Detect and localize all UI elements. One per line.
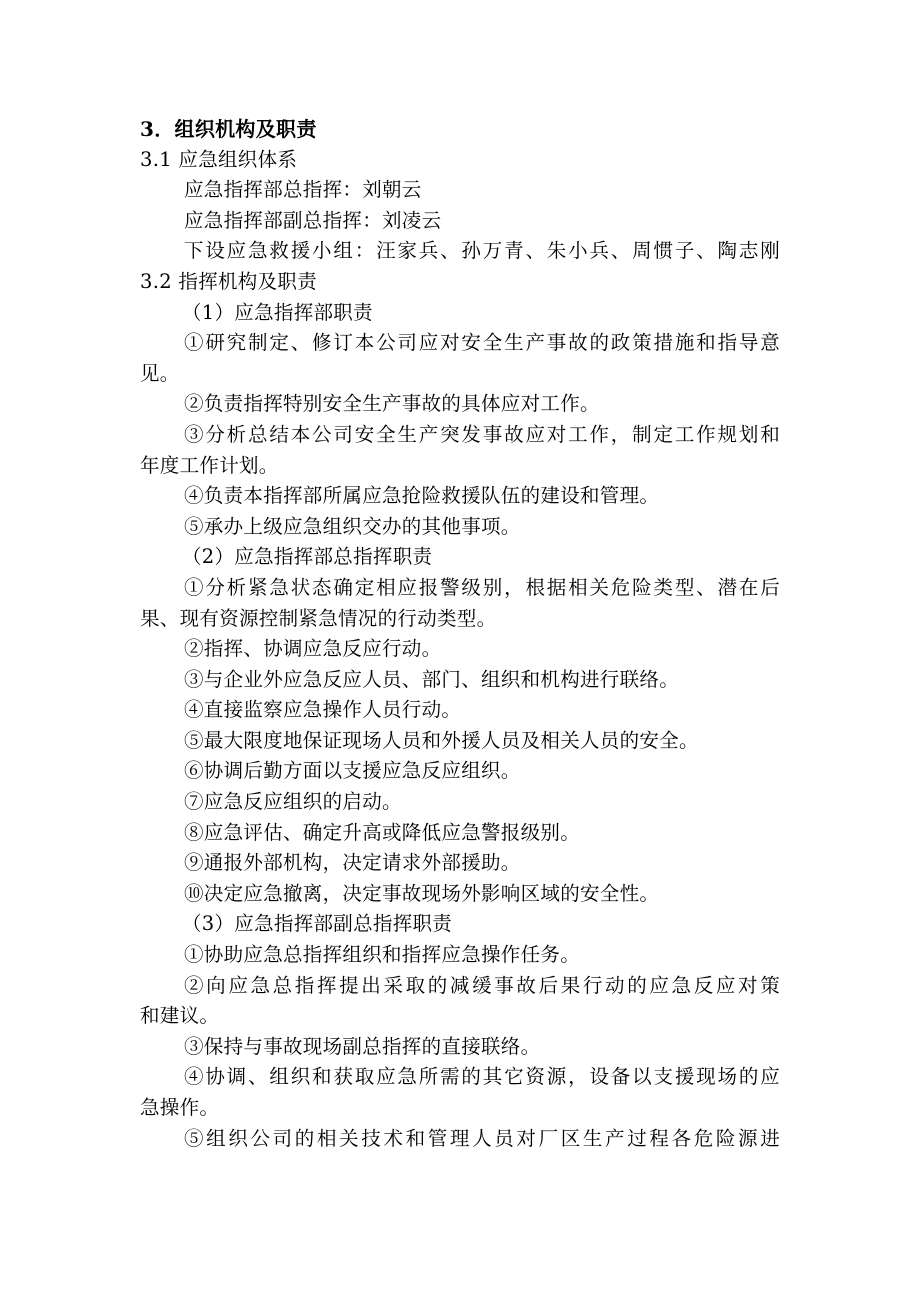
text-line: 3.1 应急组织体系 bbox=[140, 147, 298, 171]
text-line: ④协调、组织和获取应急所需的其它资源，设备以支援现场的应 bbox=[184, 1065, 780, 1089]
text-line: ③与企业外应急反应人员、部门、组织和机构进行联络。 bbox=[184, 667, 680, 691]
text-line: ⑤承办上级应急组织交办的其他事项。 bbox=[184, 514, 521, 538]
text-line: 果、现有资源控制紧急情况的行动类型。 bbox=[140, 606, 497, 630]
text-line: （1）应急指挥部职责 bbox=[182, 300, 373, 324]
text-line: 年度工作计划。 bbox=[140, 453, 279, 477]
text-line: ①协助应急总指挥组织和指挥应急操作任务。 bbox=[184, 943, 581, 967]
text-line: ③分析总结本公司安全生产突发事故应对工作，制定工作规划和 bbox=[184, 422, 780, 446]
text-line: ⑧应急评估、确定升高或降低应急警报级别。 bbox=[184, 820, 581, 844]
text-line: ④直接监察应急操作人员行动。 bbox=[184, 698, 462, 722]
text-line: 3.2 指挥机构及职责 bbox=[140, 269, 318, 293]
text-line: ⑤组织公司的相关技术和管理人员对厂区生产过程各危险源进 bbox=[184, 1126, 780, 1150]
text-line: 应急指挥部副总指挥：刘凌云 bbox=[184, 208, 442, 232]
text-line: ⑩决定应急撤离，决定事故现场外影响区域的安全性。 bbox=[184, 881, 660, 905]
text-line: 下设应急救援小组：汪家兵、孙万青、朱小兵、周惯子、陶志刚 bbox=[184, 239, 780, 263]
text-line: ②向应急总指挥提出采取的减缓事故后果行动的应急反应对策 bbox=[184, 973, 780, 997]
text-line: 应急指挥部总指挥：刘朝云 bbox=[184, 178, 422, 202]
text-line: ①研究制定、修订本公司应对安全生产事故的政策措施和指导意 bbox=[184, 331, 780, 355]
text-line: ⑥协调后勤方面以支援应急反应组织。 bbox=[184, 759, 521, 783]
text-line: （3）应急指挥部副总指挥职责 bbox=[182, 912, 453, 936]
text-line: ④负责本指挥部所属应急抢险救援队伍的建设和管理。 bbox=[184, 484, 660, 508]
text-line: ⑤最大限度地保证现场人员和外援人员及相关人员的安全。 bbox=[184, 728, 699, 752]
text-line: ⑦应急反应组织的启动。 bbox=[184, 790, 402, 814]
section-heading: 3．组织机构及职责 bbox=[140, 117, 317, 141]
text-line: ⑨通报外部机构，决定请求外部援助。 bbox=[184, 851, 521, 875]
text-line: 和建议。 bbox=[140, 1004, 220, 1028]
text-line: ②指挥、协调应急反应行动。 bbox=[184, 637, 442, 661]
text-line: ③保持与事故现场副总指挥的直接联络。 bbox=[184, 1034, 541, 1058]
text-line: 见。 bbox=[140, 361, 180, 385]
text-line: 急操作。 bbox=[140, 1096, 220, 1119]
text-line: ②负责指挥特别安全生产事故的具体应对工作。 bbox=[184, 392, 600, 416]
paragraph-lines bbox=[140, 145, 780, 1155]
text-line: ①分析紧急状态确定相应报警级别，根据相关危险类型、潜在后 bbox=[184, 575, 780, 599]
text-line: （2）应急指挥部总指挥职责 bbox=[182, 545, 433, 569]
document-body bbox=[140, 114, 780, 1154]
